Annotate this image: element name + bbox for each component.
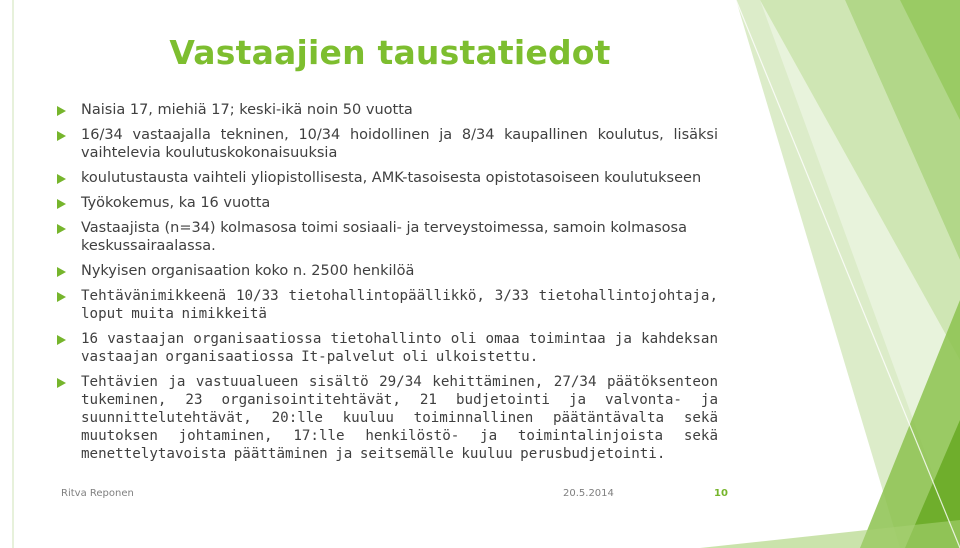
bullet-item [56,373,718,463]
triangle-arrow-right-icon [57,199,66,209]
bullet-item [56,330,718,366]
bullet-text: Tehtävänimikkeenä 10/33 tietohallintopäällikkö, 3/33 tietohallintojohtaja, loput muita nimikkeitä [81,288,718,322]
bullet-item [56,101,718,119]
triangle-arrow-right-icon [57,378,66,388]
bullet-item [56,126,718,162]
page-number: 10 [714,488,728,499]
bullet-list [56,97,718,463]
bullet-text: Tehtävien ja vastuualueen sisältö 29/34 kehittäminen, 27/34 päätöksenteon tukeminen, 23 organisointitehtävät, 21 budjetointi ja valvonta- ja suunnittelutehtävät, 20:lle kuuluu toiminnallinen päätäntävalta sekä muutoksen johtaminen, 17:lle henkilöstö- ja toimintalinjoista sekä menettelytavoista päättäminen ja seitsemälle kuuluu perusbudjetointi. [81,374,718,462]
triangle-arrow-right-icon [57,224,66,234]
bullet-item [56,262,718,280]
bullet-text: Naisia 17, miehiä 17; keski-ikä noin 50 vuotta [81,102,413,118]
triangle-arrow-right-icon [57,131,66,141]
footer-author: Ritva Reponen [61,488,134,499]
facet-bottom-strip [700,520,960,548]
slide-title: Vastaajien taustatiedot [169,33,611,72]
bullet-item [56,219,718,255]
triangle-arrow-right-icon [57,174,66,184]
bullet-item [56,169,718,187]
bullet-text: Nykyisen organisaation koko n. 2500 henkilöä [81,263,415,279]
triangle-arrow-right-icon [57,267,66,277]
bullet-text: 16/34 vastaajalla tekninen, 10/34 hoidollinen ja 8/34 kaupallinen koulutus, lisäksi vaihtelevia koulutuskokonaisuuksia [81,127,718,161]
triangle-arrow-right-icon [57,292,66,302]
bullet-text: koulutustausta vaihteli yliopistollisesta, AMK-tasoisesta opistotasoiseen koulutukseen [81,170,702,186]
bullet-text: 16 vastaajan organisaatiossa tietohallinto oli omaa toimintaa ja kahdeksan vastaajan organisaatiossa It-palvelut oli ulkoistettu. [81,331,718,365]
triangle-arrow-right-icon [57,335,66,345]
bullet-text: Vastaajista (n=34) kolmasosa toimi sosiaali- ja terveystoimessa, samoin kolmasosa keskussairaalassa. [81,220,687,254]
triangle-arrow-right-icon [57,106,66,116]
bullet-item [56,194,718,212]
bullet-item [56,287,718,323]
bullet-text: Työkokemus, ka 16 vuotta [81,195,271,211]
footer-date: 20.5.2014 [563,488,614,499]
